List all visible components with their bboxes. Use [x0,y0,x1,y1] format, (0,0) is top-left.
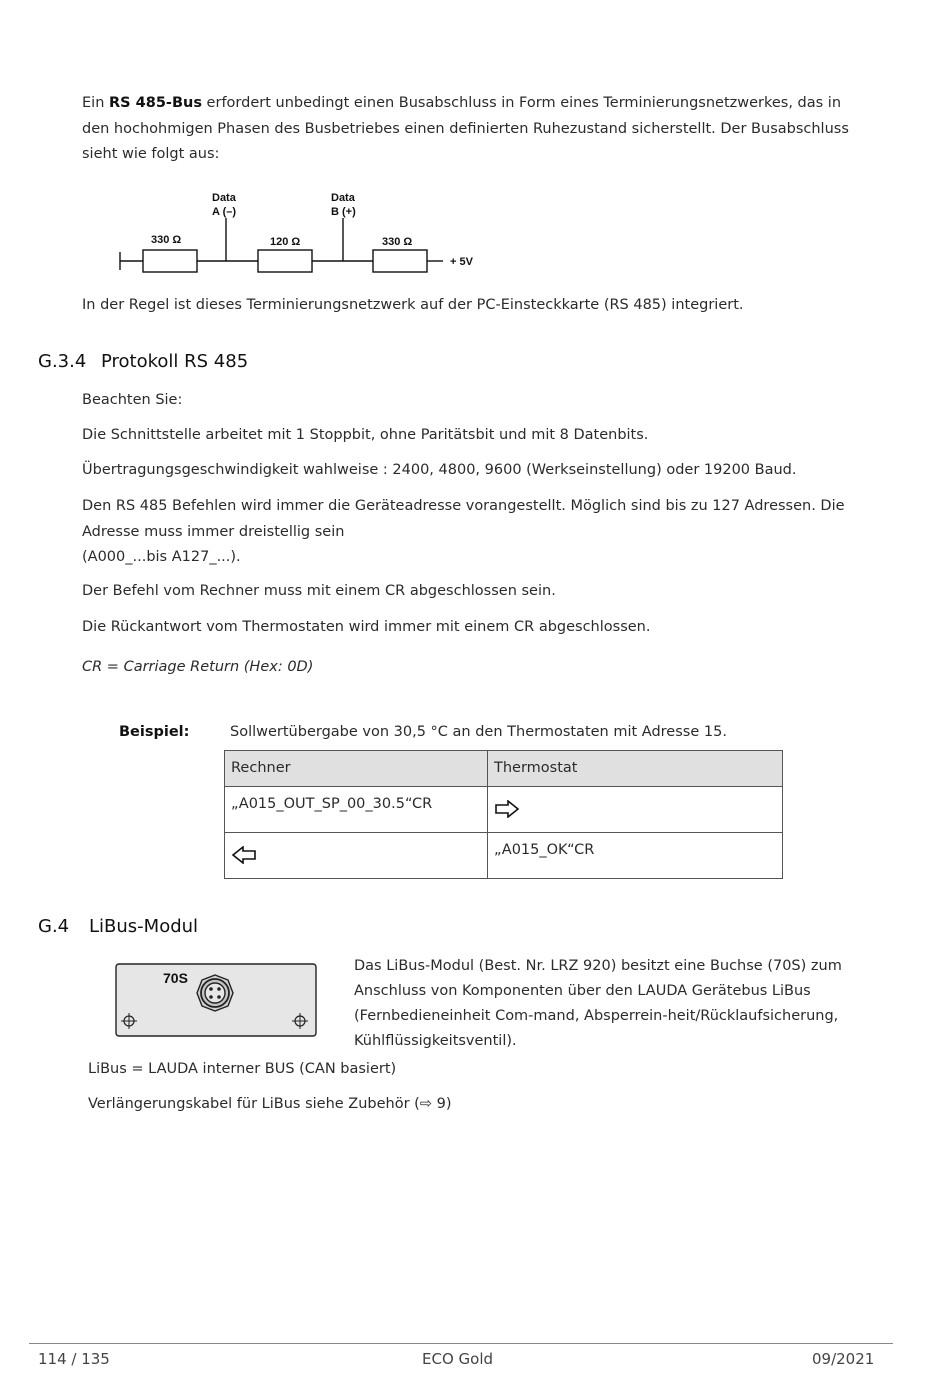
r1-label: 330 Ω [151,234,182,246]
intro-prefix: Ein [82,95,109,111]
section-title: LiBus-Modul [89,916,199,937]
paragraph-response-cr: Die Rückantwort vom Thermostaten wird immer mit einem CR abgeschlossen. [82,619,651,635]
footer-date: 09/2021 [812,1350,875,1368]
cell-arrow-left [225,833,488,879]
arrow-left-icon [231,846,257,864]
resistor-r2 [258,250,312,272]
section-heading-g4 [38,916,198,937]
data-a-label-2: A (–) [212,206,237,218]
cr-note: CR = Carriage Return (Hex: 0D) [82,659,314,675]
libus-cable-note: Verlängerungskabel für LiBus siehe Zubehör (⇨ 9) [88,1096,452,1112]
supply-label: + 5V [450,256,473,268]
arrow-right-icon [494,800,520,818]
section-title: Protokoll RS 485 [101,351,249,372]
intro-paragraph [82,91,872,168]
section-heading-g34 [38,351,248,372]
paragraph-baud: Übertragungsgeschwindigkeit wahlweise : 2400, 4800, 9600 (Werkseinstellung) oder 19200 Baud. [82,462,797,478]
intro-rest: erfordert unbedingt einen Busabschluss in Form eines Terminierungsnetzwerkes, das in den hochohmigen Phasen des Busbetriebes einen definierten Ruhezustand sicherstellt. Der Busabschluss sieht wie folgt aus: [82,95,849,162]
termination-network-diagram [110,188,490,278]
resistor-r3 [373,250,427,272]
table-row [225,833,783,879]
r3-label: 330 Ω [382,236,413,248]
r2-label: 120 Ω [270,236,301,248]
paragraph-beachten: Beachten Sie: [82,392,183,408]
data-b-label-2: B (+) [331,206,356,218]
table-header-row [225,751,783,787]
footer-page-number: 114 / 135 [38,1350,110,1368]
libus-module-image [115,963,317,1037]
section-number: G.3.4 [38,351,87,372]
example-text: Sollwertübergabe von 30,5 °C an den Thermostaten mit Adresse 15. [230,724,727,740]
header-thermostat: Thermostat [488,751,783,787]
data-a-label-1: Data [212,192,236,204]
footer-divider [29,1343,893,1344]
header-rechner: Rechner [225,751,488,787]
libus-definition: LiBus = LAUDA interner BUS (CAN basiert) [88,1061,397,1077]
paragraph-address [82,494,872,571]
libus-description: Das LiBus-Modul (Best. Nr. LRZ 920) besitzt eine Buchse (70S) zum Anschluss von Komponenten über den LAUDA Gerätebus LiBus (Fernbedieneinheit Com-mand, Absperrein-heit/Rücklaufsicherung, Kühlflüssigkeitsventil). [354,958,842,1049]
resistor-r1 [143,250,197,272]
data-b-label-1: Data [331,192,355,204]
example-label: Beispiel: [119,724,190,740]
cell-command: „A015_OUT_SP_00_30.5“CR [225,787,488,833]
socket-label: 70S [163,970,188,986]
protocol-example-table [224,750,783,879]
paragraph-command-cr: Der Befehl vom Rechner muss mit einem CR abgeschlossen sein. [82,583,556,599]
diagram-note: In der Regel ist dieses Terminierungsnetzwerk auf der PC-Einsteckkarte (RS 485) integriert. [82,297,744,313]
cell-response: „A015_OK“CR [488,833,783,879]
cell-arrow-right [488,787,783,833]
address-range: (A000_...bis A127_...). [82,549,241,565]
rs485-term: RS 485-Bus [109,95,202,111]
footer-product: ECO Gold [422,1350,494,1368]
socket-70s-icon [197,975,233,1011]
address-text: Den RS 485 Befehlen wird immer die Geräteadresse vorangestellt. Möglich sind bis zu 127 Adressen. Die Adresse muss immer dreistellig sein [82,498,845,540]
section-number: G.4 [38,916,70,937]
paragraph-stopbit: Die Schnittstelle arbeitet mit 1 Stoppbit, ohne Paritätsbit und mit 8 Datenbits. [82,427,649,443]
table-row [225,787,783,833]
